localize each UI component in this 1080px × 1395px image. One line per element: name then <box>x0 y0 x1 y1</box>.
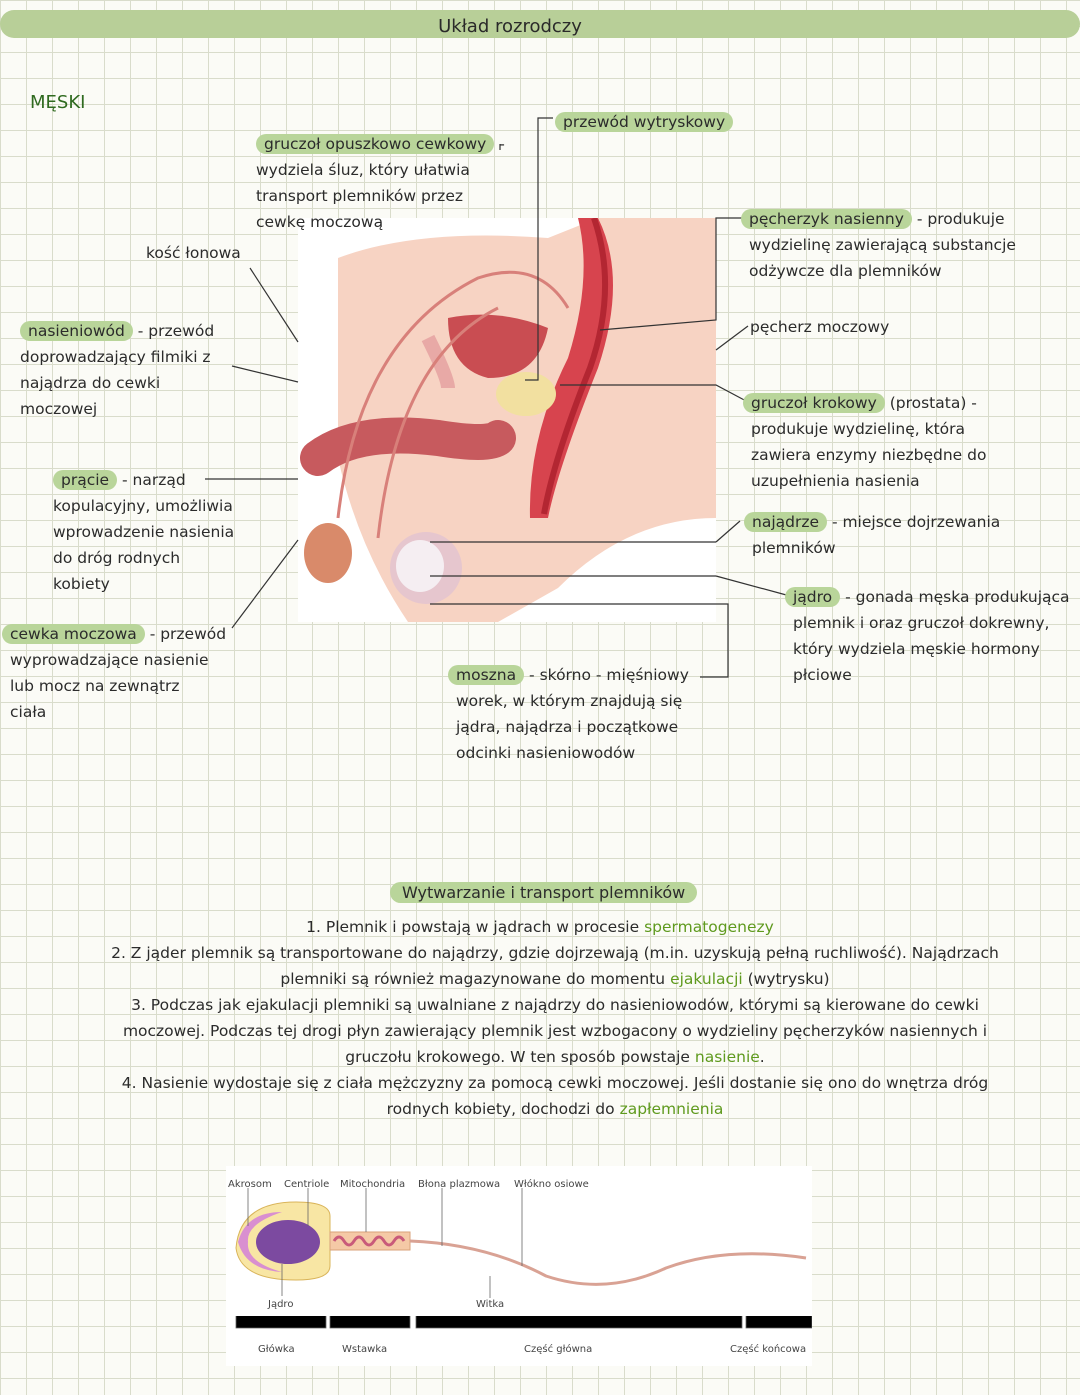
step-4 <box>60 1070 1050 1122</box>
label-gruczol-opuszkowo <box>256 131 505 235</box>
label-pracie-name: prącie <box>53 470 117 490</box>
sperm-label-czesc-koncowa: Część końcowa <box>730 1344 807 1355</box>
label-prostata-l1: (prostata) - <box>884 394 977 412</box>
step-4-term: zapłemnienia <box>619 1100 724 1118</box>
label-moszna-l1: - skórno - mięśniowy <box>524 666 689 684</box>
label-cewka-name: cewka moczowa <box>2 624 145 644</box>
label-pecherzyk-name: pęcherzyk nasienny <box>741 209 912 229</box>
label-cewka-l1: - przewód <box>144 625 227 643</box>
label-pracie-l4: do dróg rodnych <box>53 549 181 567</box>
step-3-end: . <box>759 1048 765 1066</box>
label-pecherzyk-l2: wydzielinę zawierającą substancje <box>749 236 1016 254</box>
step-4-line2: rodnych kobiety, dochodzi do <box>386 1100 620 1118</box>
step-1-text: 1. Plemnik i powstają w jądrach w procesie <box>306 918 645 936</box>
label-pracie-l2: kopulacyjny, umożliwia <box>53 497 233 515</box>
label-prostata-l2: produkuje wydzielinę, która <box>751 420 966 438</box>
label-cewka-l4: ciała <box>10 703 47 721</box>
label-jadro-l1: - gonada męska produkująca <box>840 588 1070 606</box>
step-4-line1: 4. Nasienie wydostaje się z ciała mężczyzny za pomocą cewki moczowej. Jeśli dostanie się ono do wnętrza dróg <box>121 1074 989 1092</box>
label-nasieniowod-l3: najądrza do cewki <box>20 374 161 392</box>
label-gruczol-opuszkowo-name: gruczoł opuszkowo cewkowy <box>256 134 494 154</box>
label-pracie <box>53 467 234 597</box>
label-moszna-l2: worek, w którym znajdują się <box>456 692 683 710</box>
sperm-label-akrosom: Akrosom <box>228 1179 272 1190</box>
label-prostata-l4: uzupełnienia nasienia <box>751 472 920 490</box>
sperm-label-wstawka: Wstawka <box>342 1344 388 1355</box>
label-kosc-lonowa: kość łonowa <box>146 244 241 262</box>
step-2-term: ejakulacji <box>670 970 743 988</box>
label-nasieniowod-l1: - przewód <box>132 322 215 340</box>
label-prostata-name: gruczoł krokowy <box>743 393 885 413</box>
label-nasieniowod-l2: doprowadzający filmiki z <box>20 348 211 366</box>
label-najadrze-l1: - miejsce dojrzewania <box>827 513 1001 531</box>
label-moszna <box>448 662 689 766</box>
step-2-end: (wytrysku) <box>742 970 830 988</box>
label-pecherz-moczowy: pęcherz moczowy <box>750 318 890 336</box>
label-przewod-name: przewód wytryskowy <box>555 112 733 132</box>
sperm-label-centriole: Centriole <box>284 1179 330 1190</box>
step-3-line2: moczowej. Podczas tej drogi płyn zawierający plemnik jest wzbogacony o wydzieliny pęcherzyków nasiennych i <box>122 1022 988 1040</box>
step-3-line1: 3. Podczas jak ejakulacji plemniki są uwalniane z najądrzy do nasieniowodów, którymi są kierowane do cewki <box>131 996 979 1014</box>
sperm-label-blona: Błona plazmowa <box>418 1179 501 1190</box>
label-moszna-name: moszna <box>448 665 524 685</box>
label-pecherzyk-l1: - produkuje <box>911 210 1005 228</box>
label-najadrze-name: najądrze <box>744 512 827 532</box>
label-pecherzyk-nasienny <box>741 206 1016 284</box>
label-najadrze-l2: plemników <box>752 539 836 557</box>
page-title: Układ rozrodczy <box>438 16 582 37</box>
label-jadro-l2: plemnik i oraz gruczoł dokrewny, <box>793 614 1050 632</box>
label-gruczol-opuszkowo-desc3: transport plemników przez <box>256 187 463 205</box>
sperm-label-wlokno: Włókno osiowe <box>514 1179 589 1190</box>
label-jadro-name: jądro <box>785 587 840 607</box>
label-nasieniowod-name: nasieniowód <box>20 321 133 341</box>
sperm-label-glowka: Główka <box>258 1344 295 1355</box>
step-3 <box>60 992 1050 1070</box>
process-subheading: Wytwarzanie i transport plemników <box>390 882 697 903</box>
step-2-line2: plemniki są również magazynowane do momentu <box>280 970 671 988</box>
sperm-label-mitochondria: Mitochondria <box>340 1179 406 1190</box>
label-jadro-l3: który wydziela męskie hormony <box>793 640 1040 658</box>
section-heading: MĘSKI <box>30 92 86 113</box>
label-jadro <box>785 584 1070 688</box>
label-pracie-l1: - narząd <box>117 471 186 489</box>
label-najadrze <box>744 509 1000 561</box>
label-gruczol-opuszkowo-desc1: - <box>494 135 505 153</box>
step-2 <box>60 940 1050 992</box>
label-pecherzyk-l3: odżywcze dla plemników <box>749 262 942 280</box>
label-przewod-wytryskowy <box>555 109 733 135</box>
step-3-line3: gruczołu krokowego. W ten sposób powstaje <box>345 1048 695 1066</box>
label-pracie-l5: kobiety <box>53 575 110 593</box>
label-gruczol-opuszkowo-desc4: cewkę moczową <box>256 213 384 231</box>
label-cewka-l2: wyprowadzające nasienie <box>10 651 209 669</box>
label-nasieniowod <box>20 318 214 422</box>
label-jadro-l4: płciowe <box>793 666 852 684</box>
label-gruczol-opuszkowo-desc2: wydziela śluz, który ułatwia <box>256 161 470 179</box>
step-2-line1: 2. Z jąder plemnik są transportowane do najądrzy, gdzie dojrzewają (m.in. uzyskują pełną ruchliwość). Najądrzach <box>111 944 999 962</box>
label-nasieniowod-l4: moczowej <box>20 400 98 418</box>
label-prostata-l3: zawiera enzymy niezbędne do <box>751 446 987 464</box>
label-pracie-l3: wprowadzenie nasienia <box>53 523 235 541</box>
label-moszna-l3: jądra, najądrza i początkowe <box>456 718 679 736</box>
label-cewka-moczowa <box>2 621 226 725</box>
sperm-label-jadro: Jądro <box>268 1299 294 1310</box>
label-cewka-l3: lub mocz na zewnątrz <box>10 677 180 695</box>
sperm-label-czesc-glowna: Część główna <box>524 1344 593 1355</box>
label-gruczol-krokowy <box>743 390 986 494</box>
step-3-term: nasienie <box>694 1048 760 1066</box>
step-1 <box>0 914 1080 940</box>
sperm-label-witka: Witka <box>476 1299 505 1310</box>
label-moszna-l4: odcinki nasieniowodów <box>456 744 636 762</box>
sperm-diagram <box>226 1166 812 1366</box>
step-1-term: spermatogenezy <box>644 918 774 936</box>
